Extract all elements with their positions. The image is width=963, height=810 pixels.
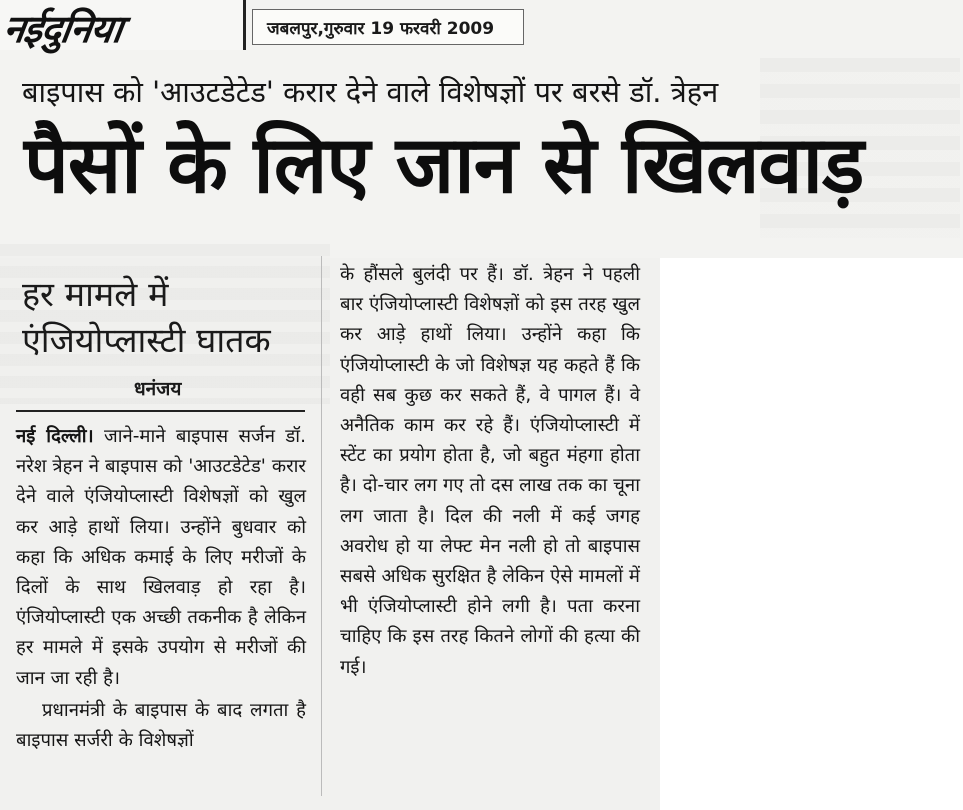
- paragraph-1-text: जाने-माने बाइपास सर्जन डॉ. नरेश त्रेहन ने बाइपास को 'आउटडेटेड' करार देने वाले एंजियोप्लास्टी विशेषज्ञों को खुल कर आड़े हाथों लिया। उन्होंने बुधवार को कहा कि अधिक कमाई के लिए मरीजों के दिलों के साथ खिलवाड़ हो रहा है। एंजियोप्लास्टी एक अच्छी तकनीक है लेकिन हर मामले में इसके उपयोग से मरीजों की जान जा रही है।: [16, 426, 306, 689]
- dateline-text: जबलपुर,गुरुवार 19 फरवरी 2009: [267, 19, 495, 39]
- masthead: [0, 0, 246, 50]
- kicker-headline: बाइपास को 'आउटडेटेड' करार देने वाले विशेषज्ञों पर बरसे डॉ. त्रेहन: [22, 75, 719, 109]
- column-divider: [321, 256, 322, 796]
- article-column-right: [340, 260, 640, 683]
- subhead-line-1: हर मामले में: [22, 275, 169, 315]
- newspaper-logo: नईदुनिया: [0, 7, 125, 51]
- paragraph-2: प्रधानमंत्री के बाइपास के बाद लगता है बाइपास सर्जरी के विशेषज्ञों: [16, 699, 306, 752]
- byline: धनंजय: [134, 378, 182, 400]
- subhead-line-2: एंजियोप्लास्टी घातक: [22, 321, 271, 361]
- paragraph-3: के हौंसले बुलंदी पर हैं। डॉ. त्रेहन ने पहली बार एंजियोप्लास्टी विशेषज्ञों को इस तरह खुल कर आड़े हाथों लिया। उन्होंने कहा कि एंजियोप्लास्टी के जो विशेषज्ञ यह कहते हैं कि वही सब कुछ कर सकते हैं, वे पागल हैं। वे अनैतिक काम कर रहे हैं। एंजियोप्लास्टी में स्टेंट का प्रयोग होता है, जो बहुत मंहगा होता है। दो-चार लग गए तो दस लाख तक का चूना लग जाता है। दिल की नली में कई जगह अवरोध हो या लेफ्ट मेन नली हो तो बाइपास सबसे अधिक सुरक्षित है लेकिन ऐसे मामलों में भी एंजियोप्लास्टी होने लगी है। पता करना चाहिए कि इस तरह कितने लोगों की हत्या की गई।: [340, 264, 640, 678]
- main-headline: पैसों के लिए जान से खिलवाड़: [24, 119, 864, 211]
- place-dateline: नई दिल्ली।: [16, 426, 94, 447]
- article-column-left: [16, 422, 306, 756]
- dateline-box: [252, 9, 524, 45]
- paragraph-1: [16, 422, 306, 694]
- byline-rule: [16, 410, 305, 412]
